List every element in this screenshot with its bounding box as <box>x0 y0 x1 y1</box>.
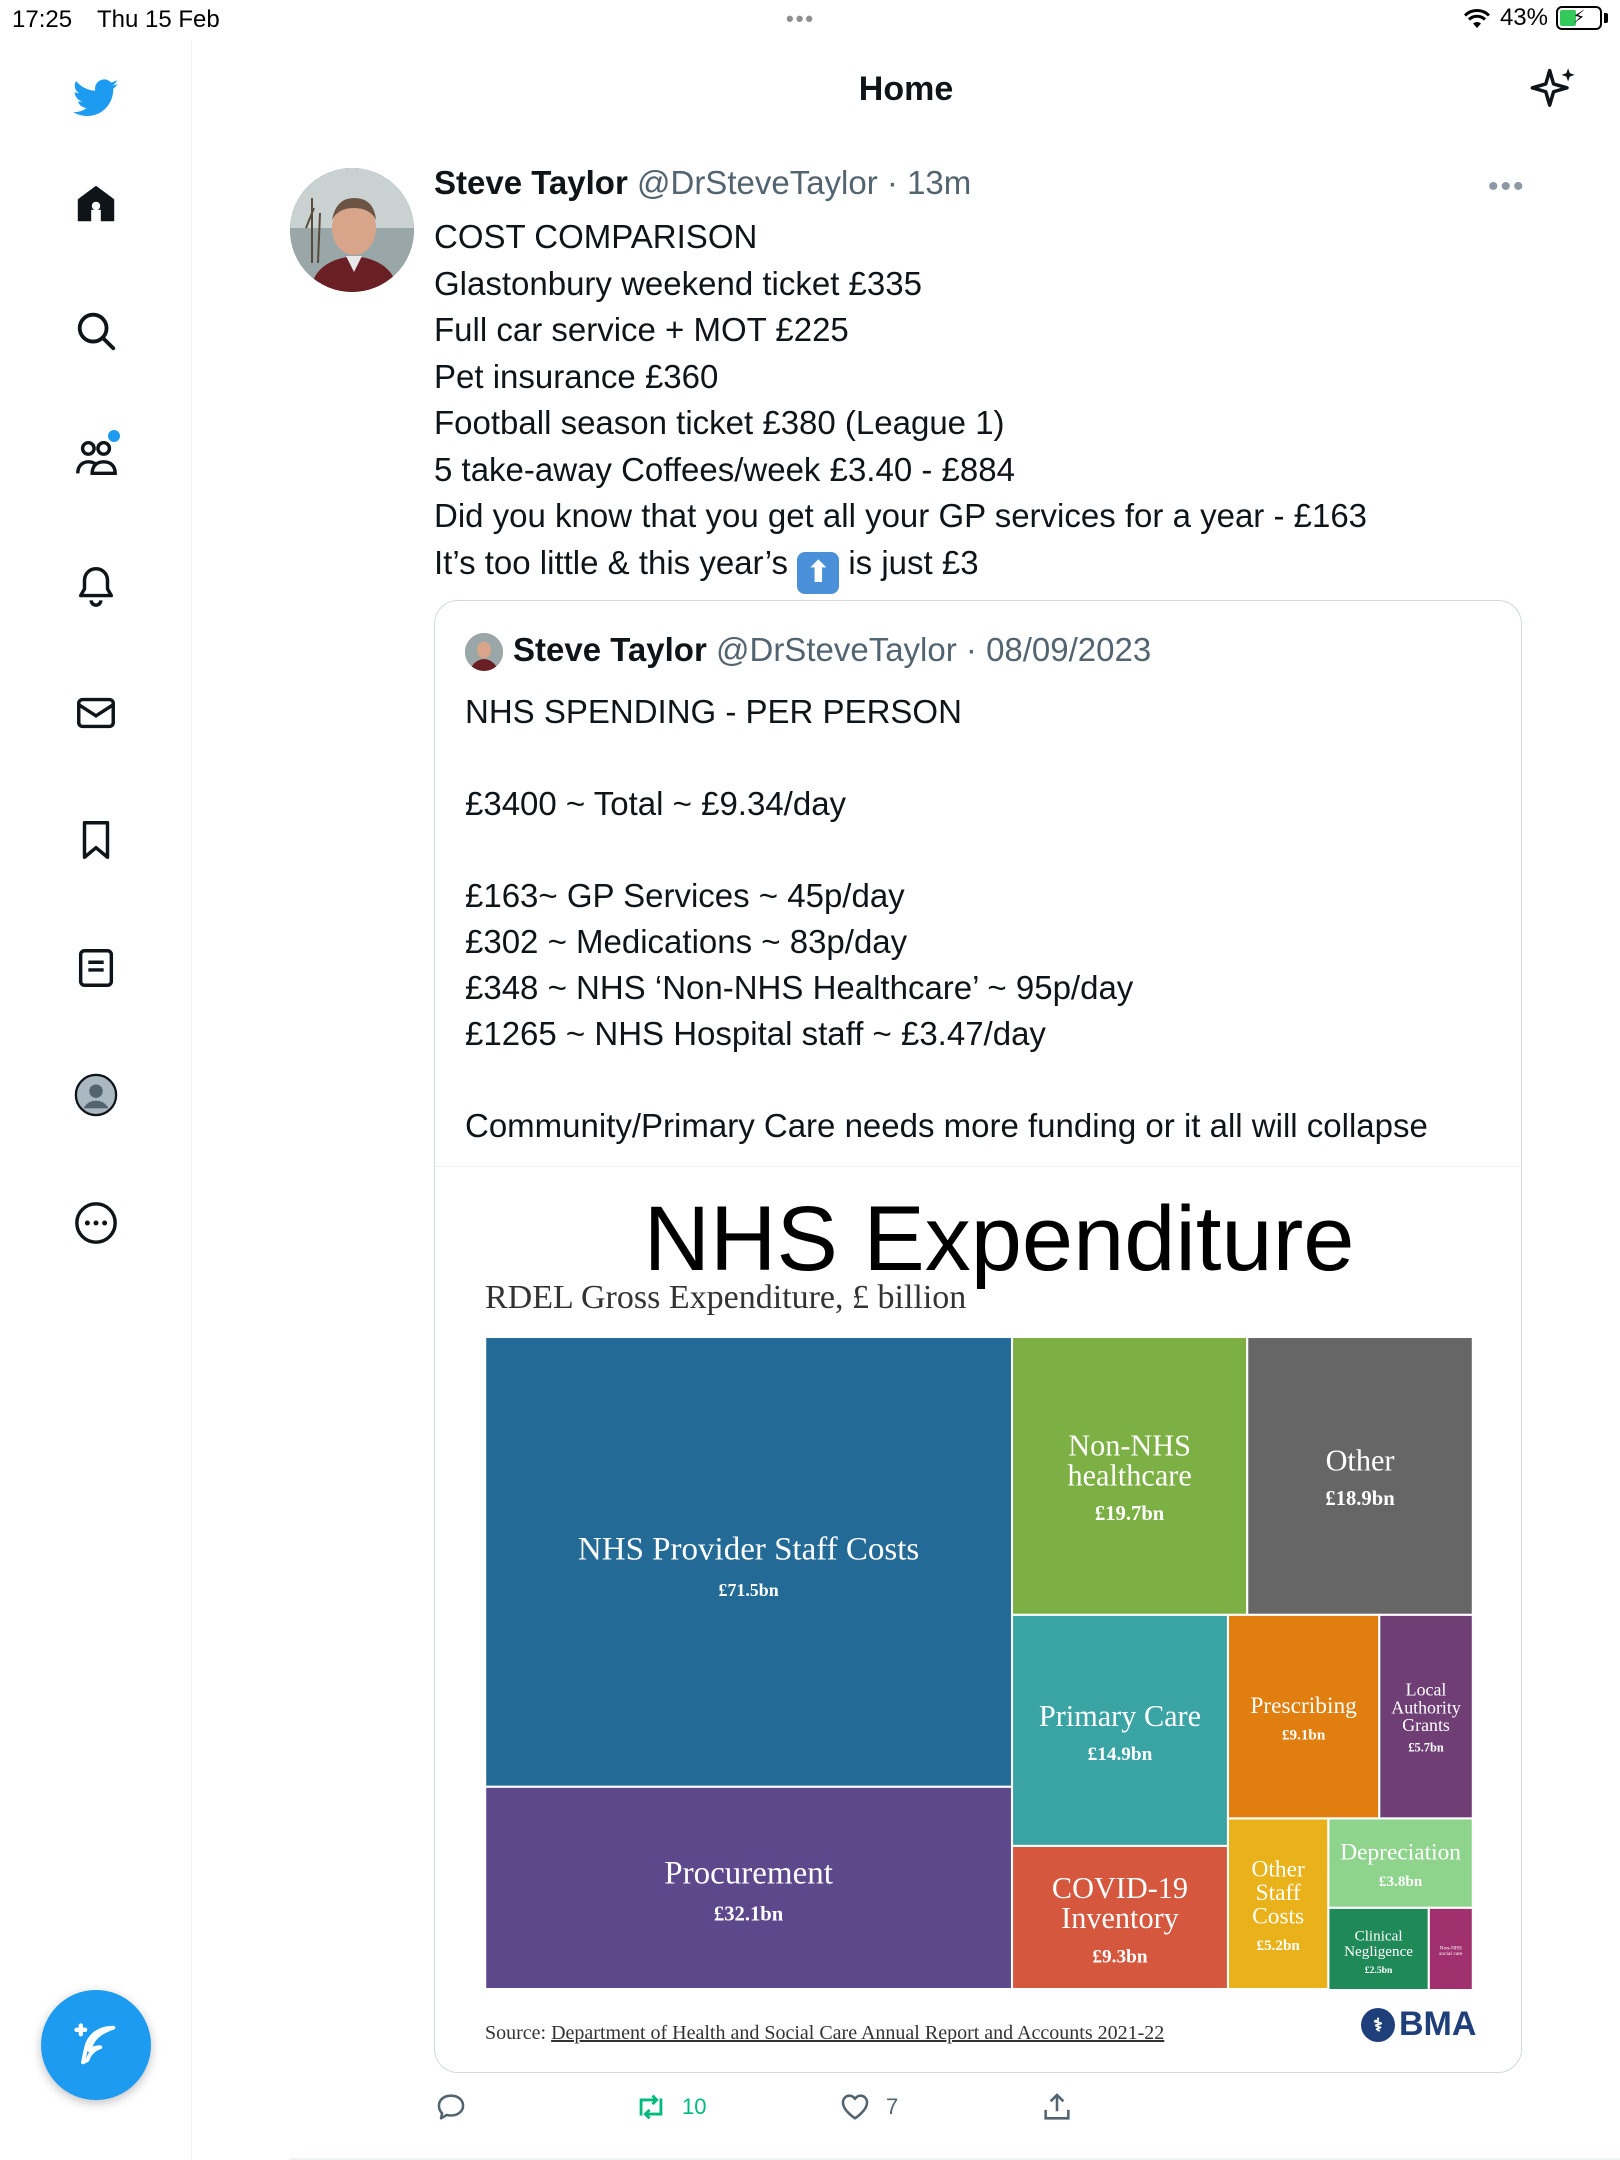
treemap-tile-value: £9.1bn <box>1281 1727 1326 1744</box>
separator-dot: · <box>886 164 898 201</box>
treemap-tile-name: Prescribing <box>1250 1693 1357 1720</box>
share-button[interactable] <box>1040 2090 1088 2124</box>
treemap <box>485 1337 1473 1989</box>
treemap-tile-value: £5.7bn <box>1408 1740 1444 1755</box>
tweet-actions <box>434 2090 1522 2134</box>
treemap-tile-name: Inventory <box>1061 1901 1179 1936</box>
author-avatar[interactable] <box>290 168 414 292</box>
notifications-bell-icon[interactable] <box>66 556 126 616</box>
share-icon <box>1040 2090 1074 2124</box>
reply-button[interactable] <box>434 2090 482 2124</box>
tweet-text <box>434 214 1367 594</box>
home-icon[interactable] <box>66 174 126 234</box>
tweet-line: COST COMPARISON <box>434 218 758 255</box>
divider <box>290 2158 1620 2160</box>
compose-tweet-button[interactable] <box>41 1990 151 2100</box>
communities-icon[interactable] <box>66 428 126 488</box>
search-icon[interactable] <box>66 301 126 361</box>
treemap-tile-name: Grants <box>1402 1715 1450 1736</box>
lists-icon[interactable] <box>66 938 126 998</box>
treemap-tile-value: £2.5bn <box>1364 1964 1393 1976</box>
tweet-line: Did you know that you get all your GP services for a year - £163 <box>434 497 1368 534</box>
timeline-header <box>192 40 1620 140</box>
treemap-tile-name: COVID-19 <box>1051 1870 1189 1905</box>
status-indicators <box>1462 4 1608 32</box>
chart-subtitle: RDEL Gross Expenditure, £ billion <box>485 1279 967 1316</box>
bma-logo <box>1361 2005 1476 2044</box>
retweet-icon <box>634 2090 668 2124</box>
treemap-tile-name: social care <box>1439 1950 1463 1957</box>
tweet-line-part: It’s too little & this year’s <box>434 543 788 581</box>
quoted-author-handle: @DrSteveTaylor <box>715 631 957 668</box>
treemap-tile-value: £9.3bn <box>1092 1946 1148 1968</box>
treemap-tile-value: £19.7bn <box>1094 1503 1165 1526</box>
author-handle[interactable]: @DrSteveTaylor <box>636 164 878 201</box>
author-name[interactable]: Steve Taylor <box>434 164 628 201</box>
treemap-tile-name: healthcare <box>1067 1458 1192 1493</box>
treemap-tile-value: £3.8bn <box>1378 1873 1423 1890</box>
top-tweets-sparkle-icon[interactable] <box>1528 64 1580 116</box>
treemap-tile-value: £71.5bn <box>718 1579 779 1600</box>
tweet-more-options-icon[interactable]: ••• <box>1488 170 1526 203</box>
more-options-icon[interactable] <box>66 1193 126 1253</box>
tweet-line: Glastonbury weekend ticket £335 <box>434 264 922 302</box>
tweet-time[interactable]: 13m <box>907 164 972 201</box>
retweet-button[interactable] <box>634 2090 706 2124</box>
twitter-logo-icon[interactable] <box>66 68 126 128</box>
bookmark-icon[interactable] <box>66 810 126 870</box>
treemap-tile-name: Other <box>1251 1856 1305 1883</box>
separator-dot: · <box>965 631 977 668</box>
status-time: 17:25 <box>12 6 73 33</box>
quoted-tweet-text: NHS SPENDING - PER PERSON £3400 ~ Total ~ £9.34/day £163~ GP Services ~ 45p/day £302 ~ Medications ~ 83p/day £348 ~ NHS ‘Non-NHS Healthcare’ ~ 95p/day £1265 ~ NHS Hospital staff ~ £3.47/day Community/Primary Care needs more funding or it all will collapse <box>465 693 1428 1144</box>
treemap-tile-value: £18.9bn <box>1325 1487 1395 1510</box>
tweet-line: Pet insurance £360 <box>434 357 719 395</box>
tweet-line: 5 take-away Coffees/week £3.40 - £884 <box>434 450 1015 488</box>
retweet-count: 10 <box>682 2094 707 2119</box>
battery-icon: ⚡ <box>1556 6 1602 30</box>
treemap-tile-name: Local <box>1405 1679 1447 1700</box>
status-date: Thu 15 Feb <box>97 6 220 33</box>
treemap-tile-name: Other <box>1325 1443 1395 1478</box>
status-bar <box>0 0 1620 40</box>
messages-envelope-icon[interactable] <box>66 683 126 743</box>
reply-icon <box>434 2090 468 2124</box>
battery-percent: 43% <box>1499 4 1548 31</box>
tweet-line: Football season ticket £380 (League 1) <box>434 404 1005 441</box>
treemap-tile-name: Negligence <box>1344 1943 1414 1960</box>
treemap-tile-name: Clinical <box>1354 1928 1403 1945</box>
sidebar-nav <box>0 40 192 2160</box>
quoted-tweet-date: 08/09/2023 <box>986 631 1152 668</box>
page-title: Home <box>858 70 954 108</box>
treemap-tile-value: £32.1bn <box>713 1903 784 1926</box>
treemap-tile-value: £14.9bn <box>1087 1744 1153 1766</box>
treemap-tile-name: Procurement <box>664 1855 833 1892</box>
chart-source <box>485 2022 1164 2045</box>
up-arrow-emoji-icon: ⬆ <box>797 552 839 594</box>
tweet-line: Full car service + MOT £225 <box>434 311 849 348</box>
treemap-tile-name: Primary Care <box>1038 1698 1202 1733</box>
treemap-tile-name: Depreciation <box>1340 1839 1461 1866</box>
treemap-tile-name: Non-NHS <box>1439 1945 1462 1952</box>
tweet-line <box>434 540 1367 594</box>
chart-source-link: Department of Health and Social Care Annual Report and Accounts 2021-22 <box>551 2022 1165 2044</box>
treemap-tile-name: Authority <box>1391 1697 1461 1718</box>
bma-logo-text: BMA <box>1399 2005 1477 2043</box>
wifi-icon <box>1462 6 1492 30</box>
tweet-line-part: is just £3 <box>848 543 979 581</box>
treemap-tile-value: £5.2bn <box>1256 1937 1300 1954</box>
tweet-header <box>434 164 971 202</box>
nhs-expenditure-treemap-image[interactable] <box>435 1167 1522 2073</box>
treemap-tile-name: Staff <box>1255 1880 1301 1907</box>
heart-icon <box>838 2090 872 2124</box>
quoted-author-name: Steve Taylor <box>513 631 707 668</box>
treemap-tile-name: Costs <box>1252 1903 1305 1930</box>
quoted-author-avatar <box>465 633 503 671</box>
compose-feather-icon <box>70 2019 122 2071</box>
bma-emblem-icon: ⚕ <box>1361 2008 1395 2042</box>
chart-title: NHS Expenditure <box>643 1188 1355 1290</box>
notification-dot <box>108 430 120 442</box>
treemap-tile-name: Non-NHS <box>1068 1428 1191 1463</box>
like-button[interactable] <box>838 2090 898 2124</box>
treemap-tile-name: NHS Provider Staff Costs <box>577 1531 920 1568</box>
quoted-tweet-header <box>513 631 1151 669</box>
like-count: 7 <box>886 2094 899 2119</box>
profile-avatar-icon[interactable] <box>66 1065 126 1125</box>
quoted-tweet-card[interactable] <box>434 600 1522 2073</box>
multitasking-dots-icon[interactable]: ••• <box>786 6 816 31</box>
chart-source-prefix: Source: <box>485 2022 552 2044</box>
